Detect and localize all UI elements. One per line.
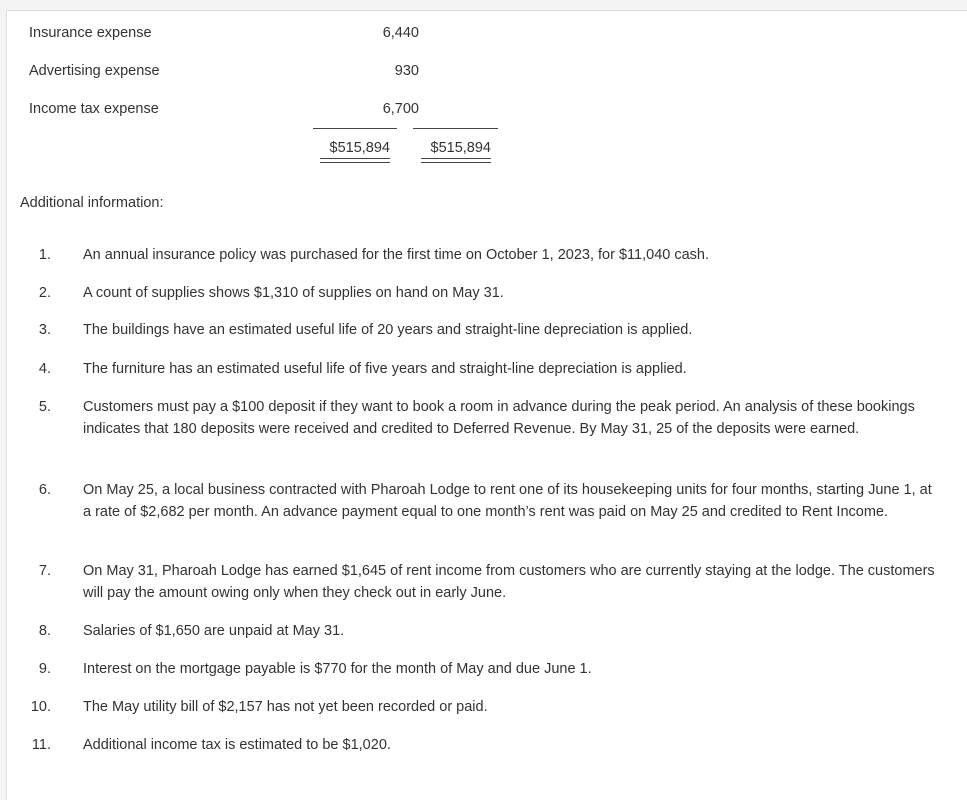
item-text: Salaries of $1,650 are unpaid at May 31. xyxy=(83,623,345,639)
debit-amount: 930 xyxy=(394,63,419,79)
item-text: On May 25, a local business contracted with Pharoah Lodge to rent one of its housekeeping units for four months, starting June 1, at a rate of $2,682 per month. An advance payment equal to one month’s rent was paid on May 25 and credited to Rent Income. xyxy=(83,482,932,520)
debit-amount: 6,700 xyxy=(382,101,419,117)
item-number: 5. xyxy=(38,399,51,415)
item-number: 4. xyxy=(38,361,51,377)
item-number: 3. xyxy=(38,322,51,338)
credit-total-double-rule xyxy=(421,158,491,163)
credit-subtotal-rule xyxy=(413,128,498,129)
item-text: A count of supplies shows $1,310 of supplies on hand on May 31. xyxy=(83,285,504,301)
item-text: On May 31, Pharoah Lodge has earned $1,645 of rent income from customers who are currently staying at the lodge. The customers will pay the amount owing only when they check out in early June. xyxy=(83,563,935,601)
item-number: 10. xyxy=(30,699,51,715)
item-text: Additional income tax is estimated to be $1,020. xyxy=(83,737,391,753)
total-debit: $515,894 xyxy=(329,140,390,156)
table-row xyxy=(29,98,429,120)
item-number: 11. xyxy=(31,737,51,753)
total-credit: $515,894 xyxy=(430,140,491,156)
account-name: Insurance expense xyxy=(29,25,152,41)
item-number: 2. xyxy=(38,285,51,301)
item-text: An annual insurance policy was purchased for the first time on October 1, 2023, for $11,040 cash. xyxy=(83,247,710,263)
table-row xyxy=(29,22,429,44)
additional-info-heading: Additional information: xyxy=(20,195,164,211)
item-text: Customers must pay a $100 deposit if they want to book a room in advance during the peak period. An analysis of these bookings indicates that 180 deposits were received and credited to Deferred Revenue. By May 31, 25 of the deposits were earned. xyxy=(83,399,915,437)
item-number: 9. xyxy=(38,661,51,677)
item-number: 8. xyxy=(38,623,51,639)
debit-subtotal-rule xyxy=(313,128,397,129)
account-name: Income tax expense xyxy=(29,101,159,117)
item-number: 6. xyxy=(38,482,51,498)
item-text: The May utility bill of $2,157 has not yet been recorded or paid. xyxy=(83,699,488,715)
table-row xyxy=(29,60,429,82)
item-text: The buildings have an estimated useful life of 20 years and straight-line depreciation is applied. xyxy=(83,322,693,338)
item-text: The furniture has an estimated useful life of five years and straight-line depreciation is applied. xyxy=(83,361,687,377)
debit-amount: 6,440 xyxy=(382,25,419,41)
top-frame xyxy=(0,0,967,11)
item-text: Interest on the mortgage payable is $770 for the month of May and due June 1. xyxy=(83,661,592,677)
item-number: 7. xyxy=(38,563,51,579)
left-frame xyxy=(0,10,7,800)
item-number: 1. xyxy=(38,247,51,263)
debit-total-double-rule xyxy=(320,158,390,163)
account-name: Advertising expense xyxy=(29,63,160,79)
